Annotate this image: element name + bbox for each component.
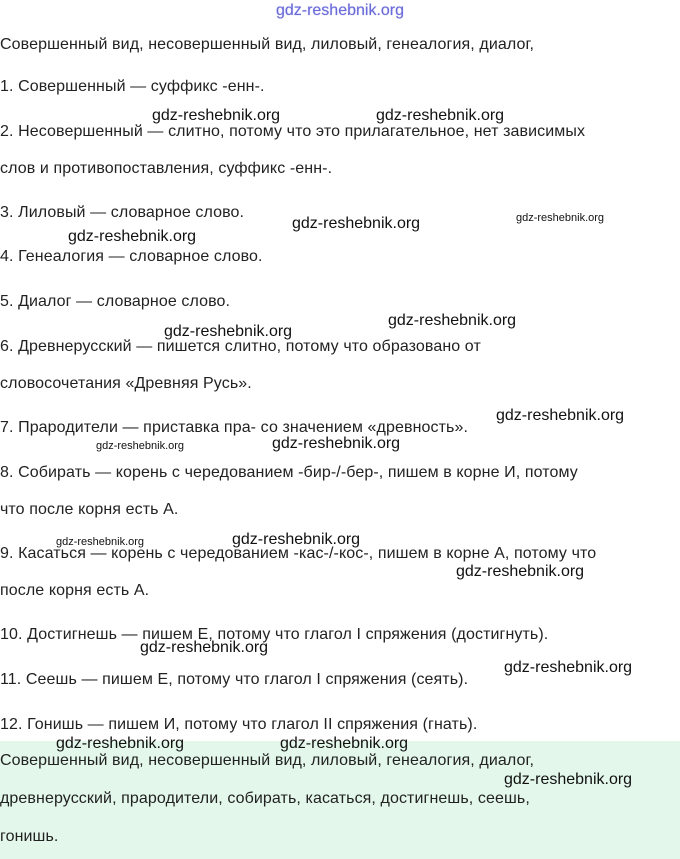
item-line: 10. Достигнешь — пишем Е, потому что глагол I спряжения (достигнуть). [0, 626, 549, 643]
header-watermark[interactable]: gdz-reshebnik.org [275, 2, 405, 19]
watermark: gdz-reshebnik.org [504, 771, 633, 788]
item-line: слов и противопоставления, суффикс -енн-. [0, 160, 333, 177]
words-line: Совершенный вид, несовершенный вид, лиловый, генеалогия, диалог, [0, 36, 534, 53]
item-line: словосочетания «Древняя Русь». [0, 375, 252, 392]
item-line: 7. Прародители — приставка пра- со значением «древность». [0, 419, 469, 436]
item-8 [0, 459, 680, 533]
watermark: gdz-reshebnik.org [56, 735, 185, 752]
answer-line: гонишь. [0, 828, 59, 845]
item-line: 12. Гонишь — пишем И, потому что глагол II спряжения (гнать). [0, 716, 478, 733]
answer-line: Совершенный вид, несовершенный вид, лиловый, генеалогия, диалог, [0, 752, 534, 769]
watermark: gdz-reshebnik.org [56, 536, 145, 548]
words-intro [0, 31, 680, 68]
watermark: gdz-reshebnik.org [504, 659, 633, 676]
watermark: gdz-reshebnik.org [272, 435, 401, 452]
watermark: gdz-reshebnik.org [96, 440, 185, 452]
item-2 [0, 118, 680, 192]
item-line: 3. Лиловый — словарное слово. [0, 204, 245, 221]
item-line: 5. Диалог — словарное слово. [0, 293, 231, 310]
answer-box [0, 741, 680, 859]
watermark: gdz-reshebnik.org [280, 735, 409, 752]
item-10 [0, 621, 680, 658]
watermark: gdz-reshebnik.org [388, 312, 517, 329]
watermark: gdz-reshebnik.org [516, 212, 605, 224]
watermark: gdz-reshebnik.org [232, 531, 361, 548]
answer-line: древнерусский, прародители, собирать, касаться, достигнешь, сеешь, [0, 790, 530, 807]
watermark: gdz-reshebnik.org [140, 639, 269, 656]
item-6 [0, 333, 680, 407]
item-line: 6. Древнерусский — пишется слитно, потому что образовано от [0, 338, 481, 355]
item-line: что после корня есть А. [0, 501, 179, 518]
watermark: gdz-reshebnik.org [496, 407, 625, 424]
item-1 [0, 73, 680, 110]
watermark: gdz-reshebnik.org [376, 107, 505, 124]
item-line: 4. Генеалогия — словарное слово. [0, 248, 263, 265]
item-line: 9. Касаться — корень с чередованием -кас-/-кос-, пишем в корне А, потому что [0, 545, 597, 562]
item-line: 2. Несовершенный — слитно, потому что это прилагательное, нет зависимых [0, 123, 586, 140]
watermark: gdz-reshebnik.org [68, 228, 197, 245]
item-line: 1. Совершенный — суффикс -енн-. [0, 78, 265, 95]
watermark: gdz-reshebnik.org [292, 215, 421, 232]
item-line: 8. Собирать — корень с чередованием -бир-/-бер-, пишем в корне И, потому [0, 464, 578, 481]
item-5 [0, 288, 680, 325]
watermark: gdz-reshebnik.org [152, 107, 281, 124]
watermark: gdz-reshebnik.org [456, 563, 585, 580]
watermark: gdz-reshebnik.org [164, 323, 293, 340]
item-4 [0, 243, 680, 280]
item-line: 11. Сеешь — пишем Е, потому что глагол I спряжения (сеять). [0, 671, 469, 688]
item-line: после корня есть А. [0, 582, 150, 599]
